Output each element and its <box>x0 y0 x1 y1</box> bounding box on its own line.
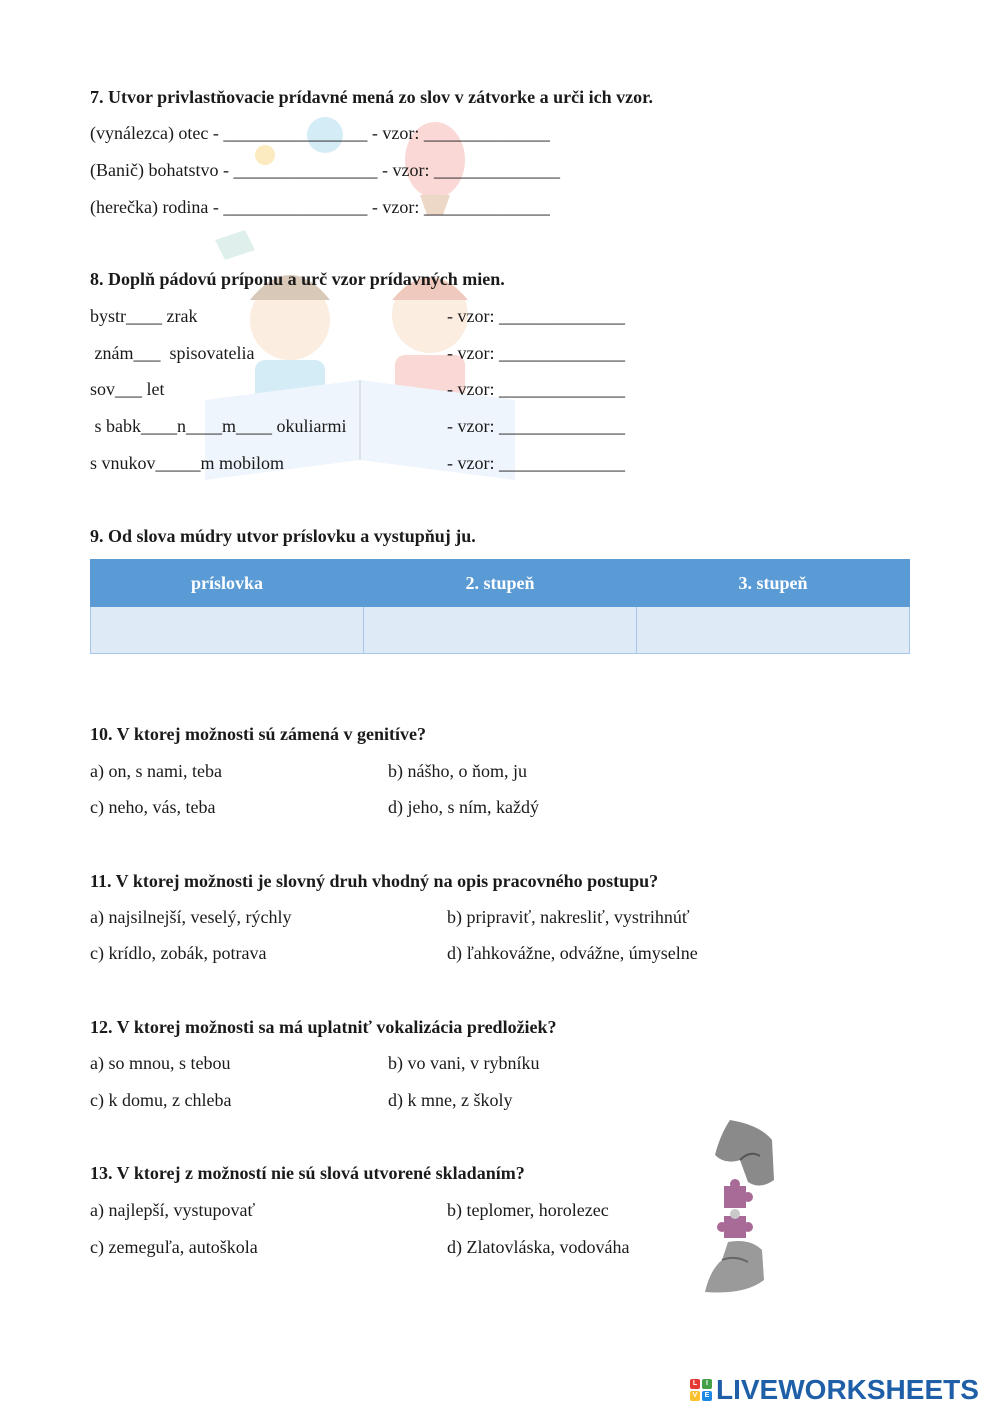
q12-option-b[interactable]: b) vo vani, v rybníku <box>388 1053 540 1073</box>
q7-title: 7. Utvor privlastňovacie prídavné mená zo slov v zátvorke a urči ich vzor. <box>90 87 653 107</box>
q10-title: 10. V ktorej možnosti sú zámená v genitíve? <box>90 724 426 744</box>
q11-option-d[interactable]: d) ľahkovážne, odvážne, úmyselne <box>447 943 698 963</box>
liveworksheets-logo-text: LIVEWORKSHEETS <box>716 1374 979 1405</box>
q13-option-b[interactable]: b) teplomer, horolezec <box>447 1200 609 1220</box>
q13-option-d[interactable]: d) Zlatovláska, vodováha <box>447 1237 630 1257</box>
q11-option-b[interactable]: b) pripraviť, nakresliť, vystrihnúť <box>447 907 690 927</box>
q8-item-1-left: bystr____ zrak <box>90 306 198 326</box>
q12-option-d[interactable]: d) k mne, z školy <box>388 1090 513 1110</box>
q8-item-4-right: - vzor: ______________ <box>447 416 625 436</box>
logo-mark-e: E <box>702 1391 712 1401</box>
q8-item-1-right: - vzor: ______________ <box>447 306 625 326</box>
q12-option-c[interactable]: c) k domu, z chleba <box>90 1090 232 1110</box>
q7-line-3: (herečka) rodina - ________________ - vzor: ______________ <box>90 197 550 217</box>
q13-title: 13. V ktorej z možností nie sú slová utvorené skladaním? <box>90 1163 525 1183</box>
q9-answer-adverb[interactable] <box>91 607 364 654</box>
q13-option-a[interactable]: a) najlepší, vystupovať <box>90 1200 256 1220</box>
q8-item-5-left: s vnukov_____m mobilom <box>90 453 285 473</box>
q7-line-2: (Banič) bohatstvo - ________________ - vzor: ______________ <box>90 160 560 180</box>
q9-answer-comparative[interactable] <box>364 607 637 654</box>
q13-option-c[interactable]: c) zemeguľa, autoškola <box>90 1237 258 1257</box>
q8-item-2-left: znám___ spisovatelia <box>90 343 255 363</box>
q10-option-d[interactable]: d) jeho, s ním, každý <box>388 797 539 817</box>
q9-header-adverb: príslovka <box>91 560 364 607</box>
q8-item-4-left: s babk____n____m____ okuliarmi <box>90 416 347 436</box>
q12-title: 12. V ktorej možnosti sa má uplatniť vokalizácia predložiek? <box>90 1017 557 1037</box>
q8-item-3-right: - vzor: ______________ <box>447 379 625 399</box>
q10-option-a[interactable]: a) on, s nami, teba <box>90 761 222 781</box>
q10-option-b[interactable]: b) nášho, o ňom, ju <box>388 761 527 781</box>
q8-item-2-right: - vzor: ______________ <box>447 343 625 363</box>
q8-item-5-right: - vzor: ______________ <box>447 453 625 473</box>
liveworksheets-mark-icon <box>690 1379 712 1401</box>
q8-title: 8. Doplň pádovú príponu a urč vzor prídavných mien. <box>90 269 505 289</box>
q9-header-comparative: 2. stupeň <box>364 560 637 607</box>
liveworksheets-logo[interactable] <box>690 1376 979 1404</box>
q11-title: 11. V ktorej možnosti je slovný druh vhodný na opis pracovného postupu? <box>90 871 659 891</box>
q10-option-c[interactable]: c) neho, vás, teba <box>90 797 216 817</box>
q11-option-c[interactable]: c) krídlo, zobák, potrava <box>90 943 267 963</box>
q11-option-a[interactable]: a) najsilnejší, veselý, rýchly <box>90 907 292 927</box>
logo-mark-i: I <box>702 1379 712 1389</box>
puzzle-hands-image <box>700 1120 775 1295</box>
q7-line-1: (vynálezca) otec - ________________ - vzor: ______________ <box>90 123 550 143</box>
q9-title: 9. Od slova múdry utvor príslovku a vystupňuj ju. <box>90 526 476 546</box>
q12-option-a[interactable]: a) so mnou, s tebou <box>90 1053 231 1073</box>
q9-table <box>90 559 910 654</box>
q9-answer-superlative[interactable] <box>637 607 910 654</box>
logo-mark-v: V <box>690 1391 700 1401</box>
logo-mark-l: L <box>690 1379 700 1389</box>
q9-header-superlative: 3. stupeň <box>637 560 910 607</box>
q8-item-3-left: sov___ let <box>90 379 165 399</box>
